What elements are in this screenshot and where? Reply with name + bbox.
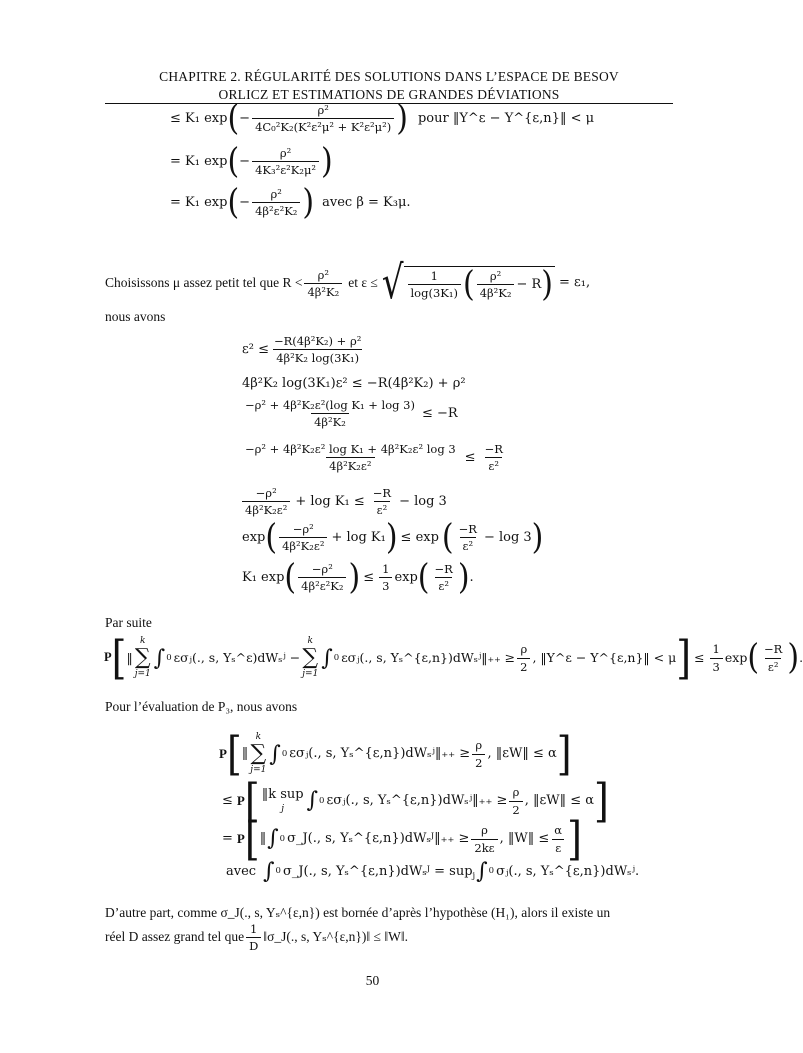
p3-line-2	[222, 774, 609, 828]
final-frac-num: 1	[250, 922, 258, 936]
ksup-j: j	[281, 803, 285, 814]
chain-b: 4β²K₂ log(3K₁)ε² ≤ −R(4β²K₂) + ρ²	[242, 376, 466, 391]
p3-l4-j: j	[472, 871, 476, 882]
chain-d-rfrac	[482, 442, 506, 474]
p3-line-3	[222, 812, 582, 866]
chain-g-rfrac	[432, 562, 456, 594]
eq-top-l3-prefix: = K₁ exp	[170, 194, 228, 210]
p3-l3-norm: ‖	[259, 830, 267, 846]
ps-term-1: εσⱼ(., s, Yₛ^ε)dWₛʲ −	[173, 650, 301, 666]
chain-f-mid: + log K₁	[331, 529, 386, 545]
p3-l2-cond: , ‖εW‖ ≤ α	[524, 792, 595, 808]
ps-term-2: εσⱼ(., s, Yₛ^{ε,n})dWₛʲ‖₊₊ ≥	[341, 650, 516, 666]
paren-open: (	[417, 557, 430, 598]
chain-e-frac	[242, 486, 290, 518]
bracket-close: ]	[676, 631, 692, 685]
sum-top: k	[140, 636, 146, 646]
paren-open: (	[227, 182, 240, 223]
ps-end: .	[799, 650, 803, 666]
chain-d-rden: ε²	[485, 457, 502, 473]
chain-e-rden: ε²	[374, 501, 391, 517]
p3-l3-cond: , ‖W‖ ≤	[499, 830, 550, 846]
choice-tail: = ε₁,	[559, 275, 591, 291]
chain-c-num: −ρ² + 4β²K₂ε²(log K₁ + log 3)	[245, 398, 415, 412]
p3-l3-pre: =	[222, 830, 233, 846]
header-line-2: ORLICZ ET ESTIMATIONS DE GRANDES DÉVIATIONS	[218, 86, 560, 102]
rho-den: 2	[472, 754, 485, 770]
final-line2-post: ‖σ_J(., s, Yₛ^{ε,n})‖ ≤ ‖W‖.	[263, 929, 409, 945]
chain-g-frac	[298, 562, 346, 594]
chain-a-frac	[271, 334, 364, 366]
chain-a-num: −R(4β²K₂) + ρ²	[273, 334, 362, 348]
ps-rho-den: 2	[517, 658, 530, 674]
p3-l1-P: P	[219, 746, 227, 762]
ps-exp: exp	[724, 650, 748, 666]
paren-close: )	[321, 141, 333, 182]
chain-line-e	[240, 486, 447, 518]
p3-sum	[250, 732, 266, 777]
sum-icon: ∑	[250, 741, 267, 767]
minus: −	[239, 110, 251, 126]
p3-intro-text: Pour l’évaluation de P₃, nous avons	[105, 699, 298, 714]
paren-open: (	[747, 637, 760, 678]
choice-frac	[304, 268, 342, 300]
eq-top-l2-frac	[252, 146, 319, 178]
choice-text-1: Choisissons μ assez petit tel que R <	[105, 274, 303, 290]
eq-top-l1-num: ρ²	[317, 103, 329, 117]
inner-frac-den: 4β²K₂	[477, 284, 515, 300]
ps-rel: ≤	[694, 650, 705, 666]
eq-top-line-3	[170, 182, 411, 223]
chain-g-rnum: −R	[434, 562, 453, 576]
rho-den: 2	[509, 801, 522, 817]
final-frac-den: D	[246, 937, 261, 953]
chain-e-mid: + log K₁ ≤	[295, 493, 365, 509]
chain-a-den: 4β²K₂ log(3K₁)	[273, 349, 362, 365]
sum-bot: j=1	[250, 765, 267, 776]
chain-f-rnum: −R	[458, 522, 477, 536]
chain-line-g	[242, 557, 474, 598]
eq-top-l3-frac	[252, 187, 300, 219]
chain-g-third	[379, 562, 392, 594]
chain-line-b	[242, 376, 466, 392]
chain-line-a	[242, 334, 366, 366]
sum-icon: ∑	[302, 645, 319, 671]
paren-close: )	[385, 517, 398, 558]
rho-num: ρ	[475, 738, 483, 753]
p3-l1-term: εσⱼ(., s, Yₛ^{ε,n})dWₛʲ‖₊₊ ≥	[289, 746, 471, 762]
ps-cond: , ‖Y^ε − Y^{ε,n}‖ < μ	[532, 650, 677, 666]
chain-a-lhs: ε² ≤	[242, 341, 269, 357]
ps-equation	[104, 631, 803, 685]
ps-third-den: 3	[710, 658, 723, 674]
ps-sum-2	[302, 636, 318, 681]
integral-icon: ∫	[321, 645, 333, 671]
chain-d-den: 4β²K₂ε²	[326, 457, 374, 473]
minus: −	[239, 153, 251, 169]
chain-g-exp: exp	[394, 569, 418, 585]
rho-num: ρ	[512, 785, 520, 800]
chain-d-num: −ρ² + 4β²K₂ε² log K₁ + 4β²K₂ε² log 3	[245, 442, 456, 456]
sqrt-body	[404, 264, 556, 305]
integral-icon: ∫	[153, 645, 166, 671]
p3-l2-rho	[509, 785, 522, 817]
inner-tail: − R	[516, 276, 542, 292]
paren-close: )	[531, 517, 544, 558]
choice-frac-den: 4β²K₂	[304, 283, 342, 299]
bracket-open: [	[111, 631, 127, 685]
p3-l1-norm: ‖	[241, 746, 249, 762]
eq-top-l2-den: 4K₃²ε²K₂μ²	[252, 161, 319, 177]
chain-g-third-num: 1	[382, 562, 390, 576]
eq-top-l1-cond: pour ‖Y^ε − Y^{ε,n}‖ < μ	[417, 110, 595, 126]
par-suite-text: Par suite	[105, 615, 152, 630]
eq-top-l1-den: 4C₀²K₂(K²ε²μ² + K²ε²μ²)	[252, 118, 394, 134]
p3-l1-cond: , ‖εW‖ ≤ α	[487, 746, 557, 762]
chain-g-den: 4β²ε²K₂	[298, 577, 346, 593]
chain-d-rnum: −R	[484, 442, 503, 456]
p3-l2-P: P	[236, 792, 245, 808]
bracket-open: [	[244, 812, 260, 866]
bracket-open: [	[226, 727, 242, 781]
inner-frac-num: ρ²	[489, 269, 502, 283]
integral-icon: ∫	[267, 826, 279, 852]
bracket-close: ]	[556, 727, 572, 781]
chain-f-num: −ρ²	[292, 522, 314, 536]
paren-open: (	[265, 517, 278, 558]
eq-top-l2-num: ρ²	[279, 146, 292, 160]
paren-close: )	[787, 637, 800, 678]
integral-icon: ∫	[476, 859, 488, 884]
sum-bot: j=1	[134, 669, 151, 680]
sum-top: k	[255, 732, 262, 742]
ps-rden: ε²	[765, 658, 782, 674]
final-line2-pre: réel D assez grand tel que	[105, 929, 245, 945]
sum-top: k	[307, 636, 314, 646]
sum-icon: ∑	[134, 645, 151, 671]
chain-line-f	[242, 517, 544, 558]
sqrt-frac-num: 1	[430, 269, 438, 283]
leq: ≤	[464, 449, 476, 465]
chain-g-pre: K₁ exp	[242, 569, 285, 585]
chain-g-end: .	[469, 569, 474, 585]
int-lo: 0	[488, 866, 495, 877]
eq-top-l1-prefix: ≤ K₁ exp	[170, 110, 228, 126]
paren-open: (	[441, 517, 454, 558]
chain-c-rhs: ≤ −R	[421, 405, 458, 421]
choice-text-2: et ε ≤	[348, 274, 378, 290]
ps-rho-frac	[517, 642, 530, 674]
paren-open: (	[227, 141, 240, 182]
sum-bot: j=1	[302, 669, 319, 680]
ps-rnum: −R	[764, 642, 783, 657]
inner-frac	[477, 269, 515, 301]
ps-rfrac	[761, 642, 785, 674]
p3-l2-term: εσⱼ(., s, Yₛ^{ε,n})dWₛʲ‖₊₊ ≥	[326, 792, 508, 808]
chain-g-rel: ≤	[363, 569, 375, 585]
chain-f-exp: exp	[242, 529, 266, 545]
final-line-2	[105, 922, 408, 954]
paren-close: )	[396, 98, 408, 139]
chain-f-frac	[279, 522, 327, 554]
sqrt-frac-den: log(3K₁)	[408, 284, 461, 300]
final-line-1: D’autre part, comme σ_J(., s, Yₛ^{ε,n}) est bornée d’après l’hypothèse (H₁), alors il existe un	[105, 905, 611, 920]
bracket-close: ]	[567, 812, 582, 866]
norm-open: ‖	[126, 650, 133, 666]
minus: −	[239, 194, 251, 210]
chain-c-frac	[242, 398, 418, 430]
choice-frac-num: ρ²	[317, 267, 330, 282]
bracket-close: ]	[594, 774, 609, 828]
chain-g-rden: ε²	[435, 577, 452, 593]
p3-l3-frac	[471, 823, 497, 855]
p3-l3-anum: α	[554, 823, 563, 838]
integral-icon: ∫	[263, 859, 275, 884]
chain-f-rel: ≤ exp	[400, 529, 439, 545]
ps-rho-num: ρ	[520, 642, 528, 657]
p3-ksup	[262, 787, 304, 815]
chain-e-num: −ρ²	[255, 486, 277, 500]
choice-sqrt	[381, 256, 555, 311]
ps-sum-1	[135, 636, 151, 681]
eq-top-line-2	[170, 141, 333, 182]
chain-c-den: 4β²K₂	[311, 413, 349, 429]
chain-f-rfrac	[456, 522, 480, 554]
p3-l3-term: σ_J(., s, Yₛ^{ε,n})dWₛᴶ‖₊₊ ≥	[287, 830, 470, 846]
paren-close: )	[348, 557, 361, 598]
int-lo: 0	[333, 652, 340, 663]
eq-top-l3-cond: avec β = K₃μ.	[322, 194, 411, 210]
int-lo: 0	[275, 866, 281, 877]
ps-P: P	[104, 650, 112, 665]
chain-f-rden: ε²	[460, 537, 477, 553]
int-lo: 0	[281, 748, 288, 759]
page-number: 50	[365, 973, 380, 988]
ksup-text: ‖k sup	[261, 787, 304, 803]
chain-f-den: 4β²K₂ε²	[279, 537, 327, 553]
chain-e-rnum: −R	[372, 486, 392, 500]
chain-line-d	[240, 442, 508, 474]
p3-l4-term: σ_J(., s, Yₛ^{ε,n})dWₛᴶ = sup	[282, 863, 473, 879]
integral-icon: ∫	[269, 741, 281, 767]
chain-e-tail: − log 3	[399, 493, 447, 509]
final-frac	[246, 922, 261, 954]
running-header	[105, 68, 673, 104]
chain-f-tail: − log 3	[483, 529, 532, 545]
chain-line-c	[240, 398, 458, 430]
paren-open: (	[462, 264, 475, 305]
int-lo: 0	[319, 795, 325, 806]
p3-l3-den: 2kε	[471, 839, 497, 855]
p3-line-1	[219, 727, 572, 781]
sqrt-sign-icon: √	[381, 256, 404, 311]
eq-top-line-1	[170, 98, 595, 139]
paren-close: )	[302, 182, 315, 223]
chain-g-third-den: 3	[379, 577, 392, 593]
p3-l3-P: P	[236, 830, 245, 846]
p3-l3-num: ρ	[481, 823, 488, 838]
p3-l3-aden: ε	[552, 839, 564, 855]
int-lo: 0	[166, 652, 172, 663]
chain-g-num: −ρ²	[311, 562, 333, 576]
paren-close: )	[457, 557, 470, 598]
eq-top-l3-den: 4β²ε²K₂	[252, 202, 300, 218]
p3-l4-term2: σⱼ(., s, Yₛ^{ε,n})dWₛʲ.	[496, 863, 640, 879]
bracket-open: [	[244, 774, 260, 828]
header-line-1: CHAPITRE 2. RÉGULARITÉ DES SOLUTIONS DANS L’ESPACE DE BESOV	[159, 69, 619, 84]
ps-third-num: 1	[712, 642, 720, 657]
chain-e-rfrac	[370, 486, 394, 518]
p3-l1-rho	[472, 738, 485, 770]
chain-e-den: 4β²K₂ε²	[242, 501, 290, 517]
integral-icon: ∫	[306, 788, 319, 814]
choice-line	[105, 256, 591, 311]
eq-top-l1-frac	[252, 103, 394, 135]
int-lo: 0	[279, 833, 286, 844]
p3-line-4	[226, 858, 639, 886]
p3-l2-pre: ≤	[222, 792, 233, 808]
sqrt-frac	[408, 269, 461, 301]
paren-close: )	[541, 264, 554, 305]
p3-l3-afrac	[551, 823, 565, 855]
ps-third	[710, 642, 723, 674]
eq-top-l2-prefix: = K₁ exp	[170, 153, 228, 169]
p3-l4-avec: avec	[226, 863, 257, 879]
paren-open: (	[284, 557, 297, 598]
chain-d-frac	[242, 442, 459, 474]
eq-top-l3-num: ρ²	[270, 187, 282, 201]
paren-open: (	[227, 98, 240, 139]
choice-text-3: nous avons	[105, 309, 166, 324]
